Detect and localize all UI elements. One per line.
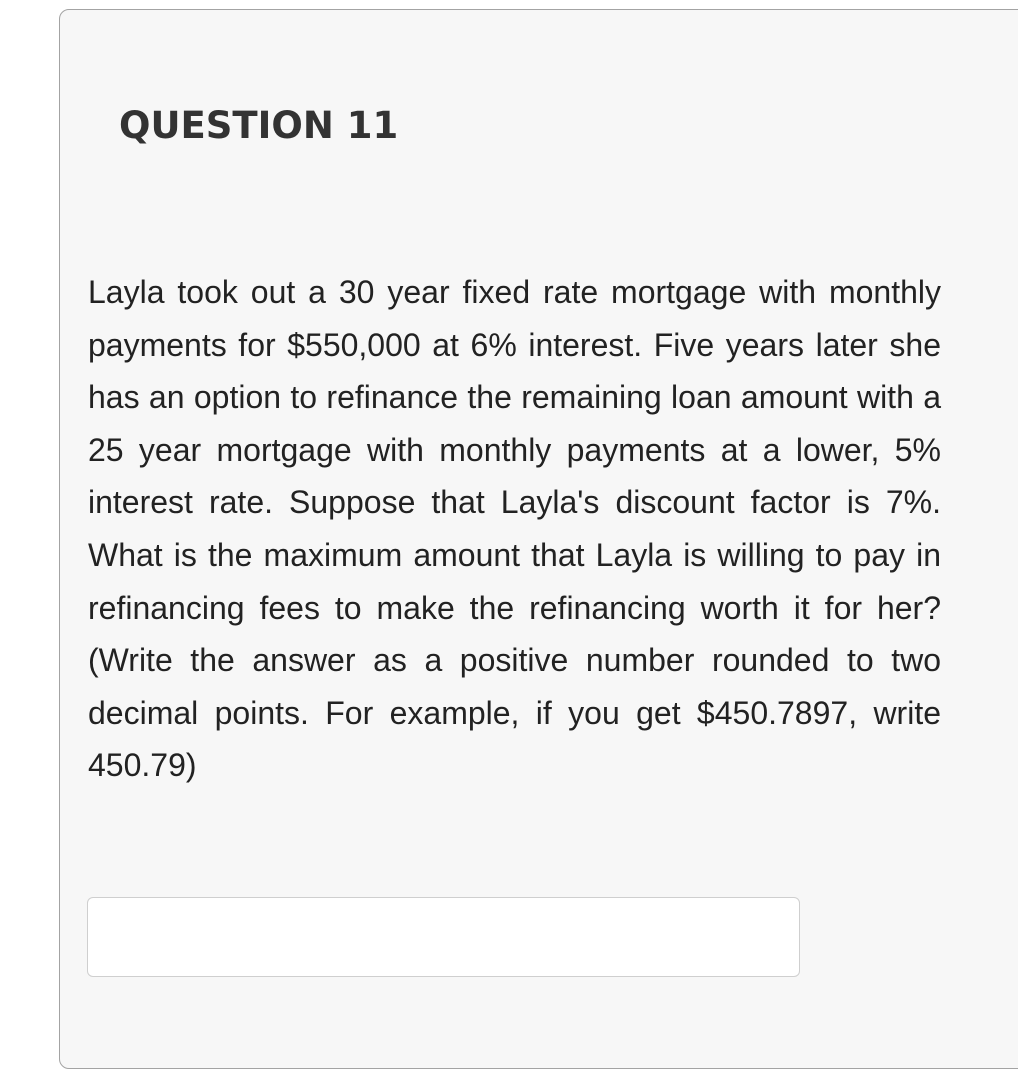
answer-input[interactable] bbox=[87, 897, 800, 977]
question-title: QUESTION 11 bbox=[119, 104, 399, 147]
question-text: Layla took out a 30 year fixed rate mortgage with monthly payments for $550,000 at 6% interest. Five years later she has an option to refinance the remaining loan amount with a 25 year mortgage with monthly payments at a lower, 5% interest rate. Suppose that Layla's discount factor is 7%. What is the maximum amount that Layla is willing to pay in refinancing fees to make the refinancing worth it for her? (Write the answer as a positive number rounded to two decimal points. For example, if you get $450.7897, write 450.79) bbox=[88, 274, 941, 784]
